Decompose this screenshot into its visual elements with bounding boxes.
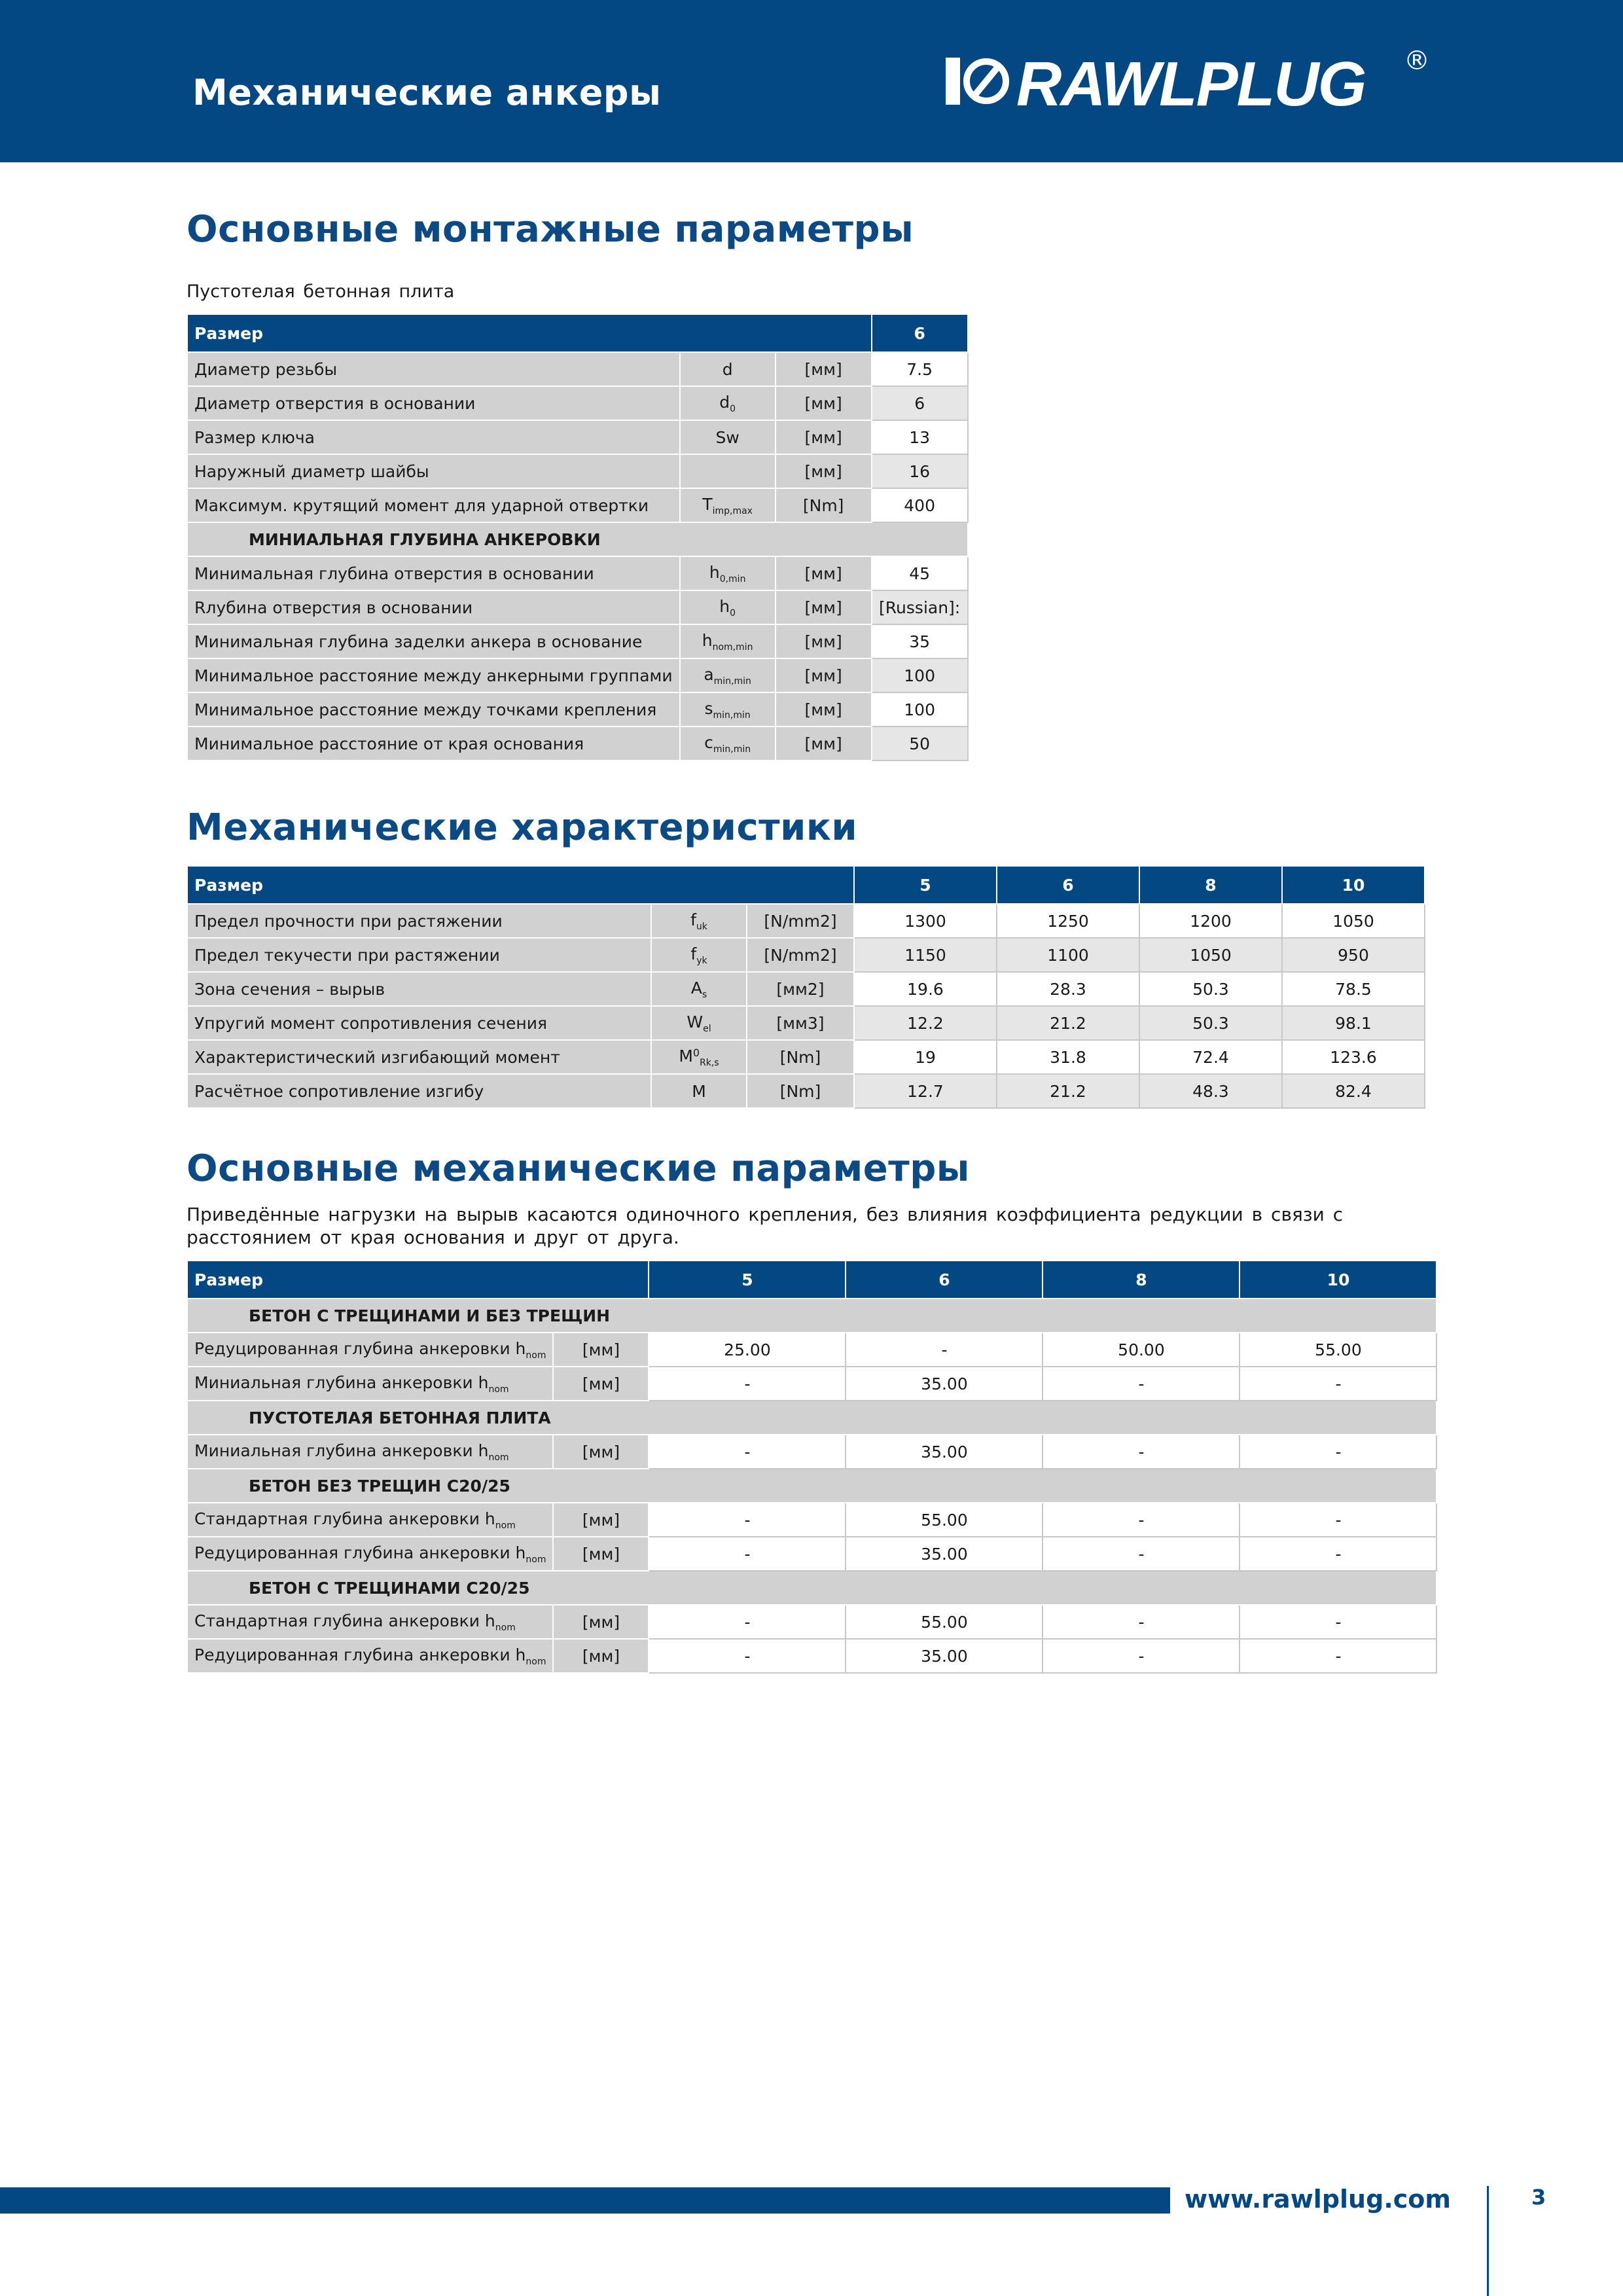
section-label: БЕТОН С ТРЕЩИНАМИ И БЕЗ ТРЕЩИН	[187, 1299, 1436, 1333]
value-cell: 35.00	[846, 1537, 1043, 1571]
unit-cell: [мм]	[776, 726, 872, 761]
symbol-subscript: nom	[488, 1452, 509, 1463]
value-cell: 55.00	[846, 1605, 1043, 1639]
symbol-cell	[680, 692, 776, 726]
symbol-cell	[680, 658, 776, 692]
value-cell: 45	[872, 556, 968, 590]
symbol-subscript: min,min	[713, 675, 751, 687]
symbol: f	[690, 944, 697, 963]
row-label: Характеристический изгибающий момент	[187, 1040, 651, 1074]
symbol-subscript: nom	[488, 1384, 509, 1395]
table-row	[187, 488, 968, 522]
symbol: d	[722, 359, 733, 379]
row-label-text: Миниальная глубина анкеровки h	[194, 1441, 489, 1460]
row-label: Наружный диаметр шайбы	[187, 454, 680, 488]
value-cell: 82.4	[1282, 1074, 1425, 1108]
value-cell: 1200	[1139, 904, 1282, 938]
table-row	[187, 938, 1425, 972]
size-header-label: Размер	[187, 314, 872, 352]
basic-mech-params-table	[187, 1260, 1437, 1674]
value-cell: -	[649, 1435, 846, 1469]
value-cell: 100	[872, 658, 968, 692]
symbol-cell	[651, 972, 747, 1006]
table-row	[187, 386, 968, 420]
value-cell: 50	[872, 726, 968, 761]
value-cell: -	[649, 1367, 846, 1401]
table-row	[187, 692, 968, 726]
value-cell: 100	[872, 692, 968, 726]
footer-website-link[interactable]: www.rawlplug.com	[1185, 2185, 1451, 2214]
unit-cell: [N/mm2]	[747, 904, 854, 938]
row-label: Диаметр отверстия в основании	[187, 386, 680, 420]
row-label-text: Редуцированная глубина анкеровки h	[194, 1543, 526, 1562]
size-header-value: 6	[872, 314, 968, 352]
row-label: Предел прочности при растяжении	[187, 904, 651, 938]
unit-cell: [мм]	[776, 352, 872, 386]
value-cell: 19	[854, 1040, 997, 1074]
table-header	[187, 314, 968, 352]
symbol-cell	[651, 1006, 747, 1040]
symbol-cell	[680, 352, 776, 386]
footer-divider	[1487, 2186, 1489, 2296]
symbol-subscript: nom	[495, 1520, 516, 1531]
size-header-value: 6	[997, 866, 1139, 904]
basic-mech-params-title: Основные механические параметры	[187, 1147, 970, 1190]
symbol-subscript: nom	[526, 1656, 546, 1667]
size-header-value: 5	[854, 866, 997, 904]
value-cell: -	[1043, 1435, 1240, 1469]
symbol-cell	[680, 420, 776, 454]
section-row	[187, 1401, 1436, 1435]
section-label: БЕТОН С ТРЕЩИНАМИ С20/25	[187, 1571, 1436, 1605]
table-row	[187, 1333, 1436, 1367]
symbol-subscript: imp,max	[712, 505, 753, 516]
symbol-subscript: el	[703, 1023, 711, 1034]
unit-cell: [мм2]	[747, 972, 854, 1006]
symbol: M	[679, 1046, 693, 1066]
value-cell: 31.8	[997, 1040, 1139, 1074]
table-row	[187, 352, 968, 386]
section-label: ПУСТОТЕЛАЯ БЕТОННАЯ ПЛИТА	[187, 1401, 1436, 1435]
value-cell: 16	[872, 454, 968, 488]
unit-cell: [мм]	[776, 454, 872, 488]
value-cell: 35.00	[846, 1639, 1043, 1673]
row-label	[187, 1537, 553, 1571]
value-cell: 50.3	[1139, 1006, 1282, 1040]
value-cell: -	[1240, 1435, 1436, 1469]
symbol-cell	[680, 556, 776, 590]
row-label	[187, 1435, 553, 1469]
header-title: Механические анкеры	[192, 72, 662, 113]
row-label: Минимальная глубина заделки анкера в основание	[187, 624, 680, 658]
value-cell: -	[1240, 1639, 1436, 1673]
value-cell: -	[1240, 1367, 1436, 1401]
symbol: d	[719, 392, 730, 412]
value-cell: 21.2	[997, 1006, 1139, 1040]
table-row	[187, 1040, 1425, 1074]
section-row	[187, 1469, 1436, 1503]
value-cell: 6	[872, 386, 968, 420]
value-cell: -	[1240, 1605, 1436, 1639]
table-row	[187, 1639, 1436, 1673]
section-row	[187, 1299, 1436, 1333]
install-params-table	[187, 314, 969, 761]
row-label: Максимум. крутящий момент для ударной отвертки	[187, 488, 680, 522]
install-params-title: Основные монтажные параметры	[187, 208, 914, 251]
size-header-value: 10	[1240, 1261, 1436, 1299]
symbol-cell	[651, 1040, 747, 1074]
table-row	[187, 590, 968, 624]
size-header-label: Размер	[187, 866, 854, 904]
symbol: h	[702, 630, 713, 650]
value-cell: 78.5	[1282, 972, 1425, 1006]
value-cell: -	[1240, 1537, 1436, 1571]
value-cell: 950	[1282, 938, 1425, 972]
symbol-cell	[680, 488, 776, 522]
unit-cell: [мм]	[776, 556, 872, 590]
value-cell: 72.4	[1139, 1040, 1282, 1074]
value-cell: 19.6	[854, 972, 997, 1006]
value-cell: -	[1043, 1605, 1240, 1639]
section-row	[187, 522, 968, 556]
table-row	[187, 624, 968, 658]
value-cell: 35.00	[846, 1435, 1043, 1469]
basic-mech-params-note: Приведённые нагрузки на вырыв касаются одиночного крепления, без влияния коэффициента редукции в связи с расстоянием от края основания и друг от друга.	[187, 1204, 1344, 1248]
value-cell: -	[846, 1333, 1043, 1367]
unit-cell: [мм]	[553, 1639, 649, 1673]
unit-cell: [Nm]	[776, 488, 872, 522]
row-label-text: Редуцированная глубина анкеровки h	[194, 1645, 526, 1664]
value-cell: -	[649, 1537, 846, 1571]
table-row	[187, 658, 968, 692]
section-label: БЕТОН БЕЗ ТРЕЩИН С20/25	[187, 1469, 1436, 1503]
symbol-subscript: min,min	[713, 744, 751, 755]
value-cell: 50.00	[1043, 1333, 1240, 1367]
value-cell: 1150	[854, 938, 997, 972]
row-label: Минимальное расстояние между точками крепления	[187, 692, 680, 726]
table-row	[187, 1503, 1436, 1537]
symbol: A	[690, 978, 702, 997]
symbol-subscript: nom	[495, 1622, 516, 1633]
value-cell: -	[1043, 1639, 1240, 1673]
symbol: h	[719, 596, 730, 616]
value-cell: 13	[872, 420, 968, 454]
unit-cell: [мм]	[553, 1605, 649, 1639]
symbol: f	[690, 910, 696, 929]
row-label	[187, 1367, 553, 1401]
value-cell: 21.2	[997, 1074, 1139, 1108]
symbol-subscript: 0,min	[719, 573, 746, 584]
value-cell: -	[1043, 1367, 1240, 1401]
row-label: Зона сечения – вырыв	[187, 972, 651, 1006]
symbol-cell	[680, 454, 776, 488]
table-row	[187, 1537, 1436, 1571]
symbol: M	[692, 1081, 706, 1101]
logo-wordmark: RAWLPLUG	[1016, 49, 1366, 119]
table-row	[187, 556, 968, 590]
symbol: c	[704, 732, 713, 752]
row-label	[187, 1333, 553, 1367]
row-label: Минимальная глубина отверстия в основании	[187, 556, 680, 590]
symbol-cell	[651, 904, 747, 938]
size-header-value: 8	[1139, 866, 1282, 904]
unit-cell: [мм]	[776, 420, 872, 454]
unit-cell: [N/mm2]	[747, 938, 854, 972]
table-row	[187, 1605, 1436, 1639]
table-row	[187, 726, 968, 761]
symbol: h	[709, 562, 720, 582]
symbol: T	[702, 494, 713, 514]
symbol-subscript: nom	[526, 1554, 546, 1565]
unit-cell: [Nm]	[747, 1040, 854, 1074]
table-row	[187, 454, 968, 488]
value-cell: 1100	[997, 938, 1139, 972]
row-label: Диаметр резьбы	[187, 352, 680, 386]
size-header-value: 8	[1043, 1261, 1240, 1299]
symbol-subscript: uk	[696, 921, 707, 932]
value-cell: [Russian]:	[872, 590, 968, 624]
unit-cell: [мм]	[776, 692, 872, 726]
value-cell: 400	[872, 488, 968, 522]
row-label: Минимальное расстояние между анкерными группами	[187, 658, 680, 692]
unit-cell: [мм]	[553, 1367, 649, 1401]
value-cell: 12.7	[854, 1074, 997, 1108]
section-row	[187, 1571, 1436, 1605]
unit-cell: [мм]	[553, 1503, 649, 1537]
value-cell: 28.3	[997, 972, 1139, 1006]
page-number: 3	[1531, 2185, 1546, 2210]
symbol-subscript: 0	[730, 403, 736, 414]
symbol-cell	[651, 1074, 747, 1108]
value-cell: 48.3	[1139, 1074, 1282, 1108]
value-cell: 50.3	[1139, 972, 1282, 1006]
symbol-subscript: Rk,s	[700, 1057, 719, 1068]
table-header	[187, 1261, 1436, 1299]
row-label	[187, 1639, 553, 1673]
value-cell: 35	[872, 624, 968, 658]
value-cell: 1050	[1282, 904, 1425, 938]
value-cell: -	[1240, 1503, 1436, 1537]
unit-cell: [мм]	[776, 658, 872, 692]
unit-cell: [Nm]	[747, 1074, 854, 1108]
registered-mark: ®	[1404, 46, 1430, 76]
value-cell: 123.6	[1282, 1040, 1425, 1074]
symbol-cell	[680, 386, 776, 420]
row-label	[187, 1503, 553, 1537]
symbol-superscript: 0	[692, 1046, 700, 1059]
table-row	[187, 1367, 1436, 1401]
value-cell: 1300	[854, 904, 997, 938]
symbol-subscript: 0	[730, 607, 736, 619]
table-header	[187, 866, 1425, 904]
row-label-text: Стандартная глубина анкеровки h	[194, 1611, 495, 1630]
symbol-cell	[680, 590, 776, 624]
unit-cell: [мм]	[776, 590, 872, 624]
symbol: W	[687, 1012, 704, 1031]
table-row	[187, 904, 1425, 938]
row-label-text: Редуцированная глубина анкеровки h	[194, 1338, 526, 1358]
rawlplug-logo-mark-icon	[946, 58, 1011, 105]
row-label: Предел текучести при растяжении	[187, 938, 651, 972]
table-row	[187, 1006, 1425, 1040]
value-cell: 25.00	[649, 1333, 846, 1367]
mech-characteristics-title: Механические характеристики	[187, 806, 858, 849]
value-cell: 12.2	[854, 1006, 997, 1040]
size-header-value: 6	[846, 1261, 1043, 1299]
unit-cell: [мм]	[553, 1537, 649, 1571]
unit-cell: [мм]	[776, 386, 872, 420]
value-cell: 98.1	[1282, 1006, 1425, 1040]
value-cell: -	[649, 1605, 846, 1639]
mech-characteristics-table	[187, 865, 1425, 1109]
row-label: Минимальное расстояние от края основания	[187, 726, 680, 761]
size-header-value: 10	[1282, 866, 1425, 904]
size-header-value: 5	[649, 1261, 846, 1299]
value-cell: 7.5	[872, 352, 968, 386]
value-cell: 55.00	[1240, 1333, 1436, 1367]
page-header	[0, 0, 1623, 162]
value-cell: 35.00	[846, 1367, 1043, 1401]
value-cell: -	[649, 1639, 846, 1673]
symbol: s	[704, 698, 713, 718]
unit-cell: [мм]	[553, 1435, 649, 1469]
table-row	[187, 1435, 1436, 1469]
value-cell: 1050	[1139, 938, 1282, 972]
size-header-label: Размер	[187, 1261, 649, 1299]
symbol-cell	[680, 624, 776, 658]
value-cell: 1250	[997, 904, 1139, 938]
section-label: МИНИАЛЬНАЯ ГЛУБИНА АНКЕРОВКИ	[187, 522, 968, 556]
row-label: Упругий момент сопротивления сечения	[187, 1006, 651, 1040]
value-cell: -	[1043, 1503, 1240, 1537]
table-row	[187, 972, 1425, 1006]
row-label	[187, 1605, 553, 1639]
symbol-subscript: min,min	[713, 709, 751, 721]
symbol-subscript: nom,min	[712, 641, 753, 653]
unit-cell: [мм]	[776, 624, 872, 658]
symbol-subscript: nom	[526, 1350, 546, 1361]
value-cell: 55.00	[846, 1503, 1043, 1537]
table-row	[187, 420, 968, 454]
row-label-text: Миниальная глубина анкеровки h	[194, 1372, 489, 1392]
symbol-subscript: yk	[696, 955, 707, 966]
symbol: a	[704, 664, 714, 684]
value-cell: -	[649, 1503, 846, 1537]
value-cell: -	[1043, 1537, 1240, 1571]
row-label: Расчётное сопротивление изгибу	[187, 1074, 651, 1108]
row-label-text: Стандартная глубина анкеровки h	[194, 1509, 495, 1528]
unit-cell: [мм]	[553, 1333, 649, 1367]
row-label: Rлубина отверстия в основании	[187, 590, 680, 624]
symbol: Sw	[715, 427, 740, 447]
unit-cell: [мм3]	[747, 1006, 854, 1040]
symbol-cell	[680, 726, 776, 761]
install-params-subtitle: Пустотелая бетонная плита	[187, 281, 455, 302]
row-label: Размер ключа	[187, 420, 680, 454]
symbol-subscript: s	[702, 989, 707, 1000]
symbol-cell	[651, 938, 747, 972]
footer-bar	[0, 2187, 1170, 2214]
table-row	[187, 1074, 1425, 1108]
